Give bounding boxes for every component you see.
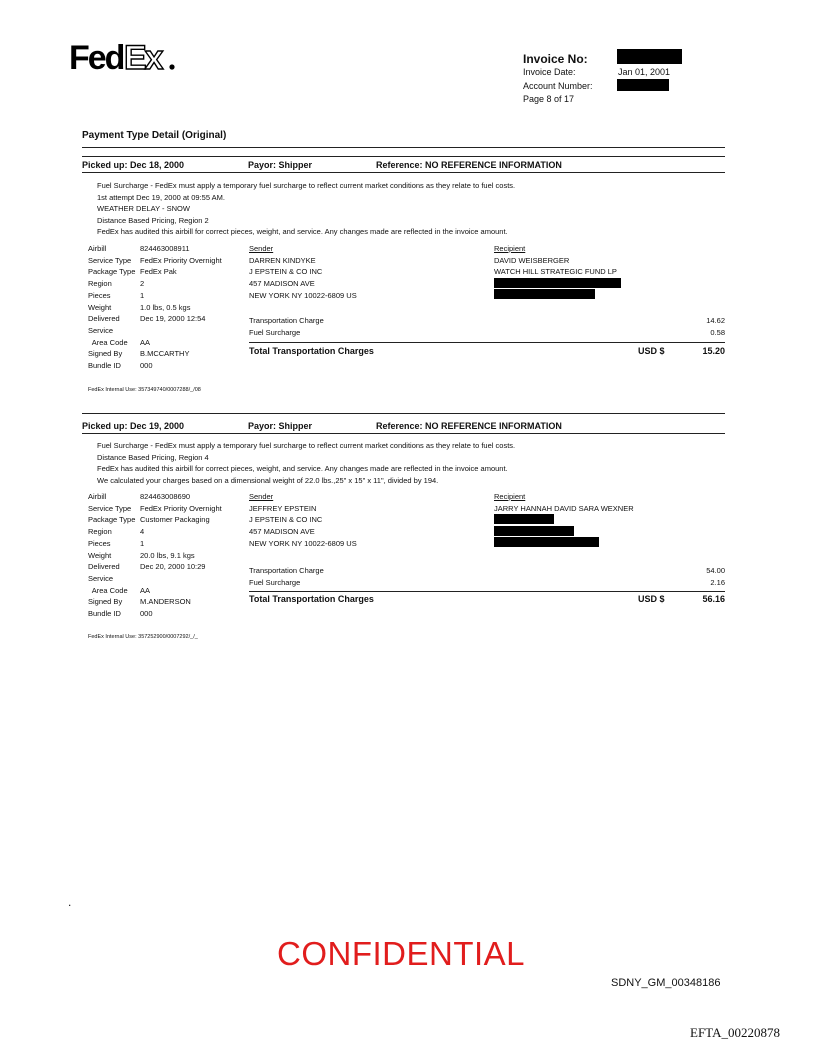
detail-label: Area Code	[88, 337, 128, 347]
note: Fuel Surcharge - FedEx must apply a temporary fuel surcharge to reflect current market conditions as they relate to fuel costs.	[97, 441, 516, 450]
shipment-1-reference: Reference: NO REFERENCE INFORMATION	[376, 160, 562, 170]
detail-label: Signed By	[88, 597, 123, 607]
detail-value: 000	[140, 609, 153, 619]
detail-value: Dec 20, 2000 10:29	[140, 562, 206, 572]
detail-value: 2	[140, 279, 145, 289]
detail-label: Delivered	[88, 314, 120, 324]
detail-value: AA	[140, 585, 151, 595]
detail-value: FedEx Pak	[140, 267, 177, 277]
shipment-1-charge-label: Transportation Charge	[249, 316, 324, 325]
shipment-1-charge-amount: 14.62	[706, 316, 725, 325]
sender-line: DARREN KINDYKE	[249, 255, 316, 265]
invoice-date: Jan 01, 2001	[618, 67, 671, 77]
svg-text:Ex: Ex	[124, 40, 162, 76]
detail-label: Airbill	[88, 492, 107, 501]
shipment-2-charge-label: Fuel Surcharge	[249, 578, 301, 587]
recipient-line: WATCH HILL STRATEGIC FUND LP	[494, 267, 617, 277]
bates-number: SDNY_GM_00348186	[611, 977, 721, 989]
detail-value: 000	[140, 361, 153, 371]
shipment-2-picked-up: Picked up: Dec 19, 2000	[82, 421, 185, 431]
detail-value: 1	[140, 290, 145, 300]
page-number: Page 8 of 17	[523, 94, 575, 104]
shipment-1-top-rule	[82, 156, 725, 157]
note: We calculated your charges based on a dimensional weight of 22.0 lbs.,25" x 15" x 11", divided by 194.	[97, 475, 439, 485]
detail-value	[140, 325, 222, 337]
shipment-2-currency: USD $	[638, 594, 665, 604]
shipment-1-recipient	[494, 243, 617, 278]
section-title: Payment Type Detail (Original)	[82, 130, 227, 141]
detail-value: B.MCCARTHY	[140, 349, 190, 359]
shipment-2-payor: Payor: Shipper	[248, 421, 313, 431]
shipment-2-notes	[97, 440, 515, 486]
detail-value: FedEx Priority Overnight	[140, 503, 222, 513]
detail-label: Package Type	[88, 267, 136, 277]
note: 1st attempt Dec 19, 2000 at 09:55 AM.	[97, 192, 225, 202]
sender-line: 457 MADISON AVE	[249, 279, 315, 289]
recipient-label: Recipient	[494, 244, 526, 253]
shipment-1-total-rule	[249, 342, 725, 343]
sender-line: NEW YORK NY 10022-6809 US	[249, 290, 357, 300]
recipient-line: DAVID WEISBERGER	[494, 255, 570, 265]
stray-dot: .	[68, 895, 72, 909]
sender-line: J EPSTEIN & CO INC	[249, 515, 323, 525]
shipment-2-detail-labels	[88, 491, 135, 620]
detail-value: Customer Packaging	[140, 515, 210, 525]
sender-line: JEFFREY EPSTEIN	[249, 503, 317, 513]
shipment-1-header-rule	[82, 172, 725, 173]
shipment-2-total: 56.16	[702, 594, 725, 604]
efta-number: EFTA_00220878	[690, 1025, 780, 1040]
detail-label: Service	[88, 325, 114, 335]
shipment-1-notes	[97, 180, 515, 238]
shipment-1-picked-up: Picked up: Dec 18, 2000	[82, 160, 185, 170]
shipment-2-charge-label: Transportation Charge	[249, 566, 324, 575]
shipment-2-recipient	[494, 491, 634, 514]
shipment-1-total: 15.20	[702, 346, 725, 356]
detail-label: Area Code	[88, 585, 128, 595]
sender-label: Sender	[249, 244, 274, 253]
invoice-date-label: Invoice Date:	[523, 67, 576, 77]
shipment-2-top-rule	[82, 413, 725, 414]
detail-label: Bundle ID	[88, 361, 121, 371]
note: FedEx has audited this airbill for correct pieces, weight, and service. Any changes made are reflected in the invoice amount.	[97, 227, 508, 236]
shipment-1-charge-amount: 0.58	[710, 328, 725, 337]
shipment-2-charge-amount: 54.00	[706, 566, 725, 575]
shipment-1-total-label: Total Transportation Charges	[249, 346, 374, 356]
detail-value: FedEx Priority Overnight	[140, 255, 222, 265]
invoice-no-label: Invoice No:	[523, 52, 588, 66]
detail-label: Signed By	[88, 349, 123, 359]
detail-value: 1.0 lbs, 0.5 kgs	[140, 302, 191, 312]
note: WEATHER DELAY - SNOW	[97, 204, 190, 213]
note: Distance Based Pricing, Region 2	[97, 215, 209, 225]
detail-label: Package Type	[88, 515, 136, 525]
note: Fuel Surcharge - FedEx must apply a temporary fuel surcharge to reflect current market conditions as they relate to fuel costs.	[97, 181, 516, 190]
detail-value	[140, 573, 222, 585]
note: Distance Based Pricing, Region 4	[97, 452, 209, 462]
detail-value: Dec 19, 2000 12:54	[140, 314, 206, 324]
note: FedEx has audited this airbill for correct pieces, weight, and service. Any changes made are reflected in the invoice amount.	[97, 464, 508, 473]
sender-line: 457 MADISON AVE	[249, 527, 315, 537]
shipment-1-detail-values	[140, 243, 222, 372]
detail-label: Pieces	[88, 290, 111, 300]
shipment-1-currency: USD $	[638, 346, 665, 356]
detail-value: 824463008911	[140, 244, 190, 253]
shipment-2-reference: Reference: NO REFERENCE INFORMATION	[376, 421, 562, 431]
detail-label: Service	[88, 573, 114, 583]
detail-label: Region	[88, 279, 112, 289]
shipment-2-total-label: Total Transportation Charges	[249, 594, 374, 604]
detail-label: Weight	[88, 302, 112, 312]
detail-label: Airbill	[88, 244, 107, 253]
detail-label: Service Type	[88, 255, 132, 265]
redaction-invoice-no	[617, 49, 682, 64]
detail-label: Pieces	[88, 538, 111, 548]
redaction-recipient-address-2	[494, 289, 595, 299]
sender-line: NEW YORK NY 10022-6809 US	[249, 538, 357, 548]
detail-value: 4	[140, 527, 145, 537]
shipment-2-internal-use: FedEx Internal Use: 357252900/0007292/_/_	[88, 634, 198, 640]
account-number-label: Account Number:	[523, 81, 593, 91]
shipment-1-internal-use: FedEx Internal Use: 357349740/0007288/_/08	[88, 387, 201, 393]
detail-label: Bundle ID	[88, 609, 121, 619]
detail-value: 20.0 lbs, 9.1 kgs	[140, 550, 195, 560]
section-divider	[82, 147, 725, 148]
shipment-2-charge-amount: 2.16	[710, 578, 725, 587]
shipment-1-payor: Payor: Shipper	[248, 160, 313, 170]
confidential-stamp: CONFIDENTIAL	[277, 935, 526, 972]
shipment-2-detail-values	[140, 491, 222, 620]
recipient-line: JARRY HANNAH DAVID SARA WEXNER	[494, 503, 634, 513]
shipment-2-total-rule	[249, 591, 725, 592]
fedex-logo	[69, 40, 181, 76]
redaction-recipient-address-1	[494, 514, 554, 524]
detail-value: 1	[140, 538, 145, 548]
recipient-label: Recipient	[494, 492, 526, 501]
redaction-recipient-address-3	[494, 537, 599, 547]
detail-label: Service Type	[88, 503, 132, 513]
redaction-account-number	[617, 79, 669, 91]
sender-label: Sender	[249, 492, 274, 501]
shipment-1-detail-labels	[88, 243, 135, 372]
svg-text:Fed: Fed	[69, 40, 124, 76]
detail-value: 824463008690	[140, 492, 191, 501]
detail-value: M.ANDERSON	[140, 597, 191, 607]
shipment-1-sender	[249, 243, 357, 302]
redaction-recipient-address-2	[494, 526, 574, 536]
detail-value: AA	[140, 337, 151, 347]
shipment-2-header-rule	[82, 433, 725, 434]
shipment-1-charge-label: Fuel Surcharge	[249, 328, 301, 337]
detail-label: Delivered	[88, 562, 120, 572]
redaction-recipient-address-1	[494, 278, 621, 288]
detail-label: Region	[88, 527, 112, 537]
detail-label: Weight	[88, 550, 112, 560]
sender-line: J EPSTEIN & CO INC	[249, 267, 323, 277]
shipment-2-sender	[249, 491, 357, 550]
